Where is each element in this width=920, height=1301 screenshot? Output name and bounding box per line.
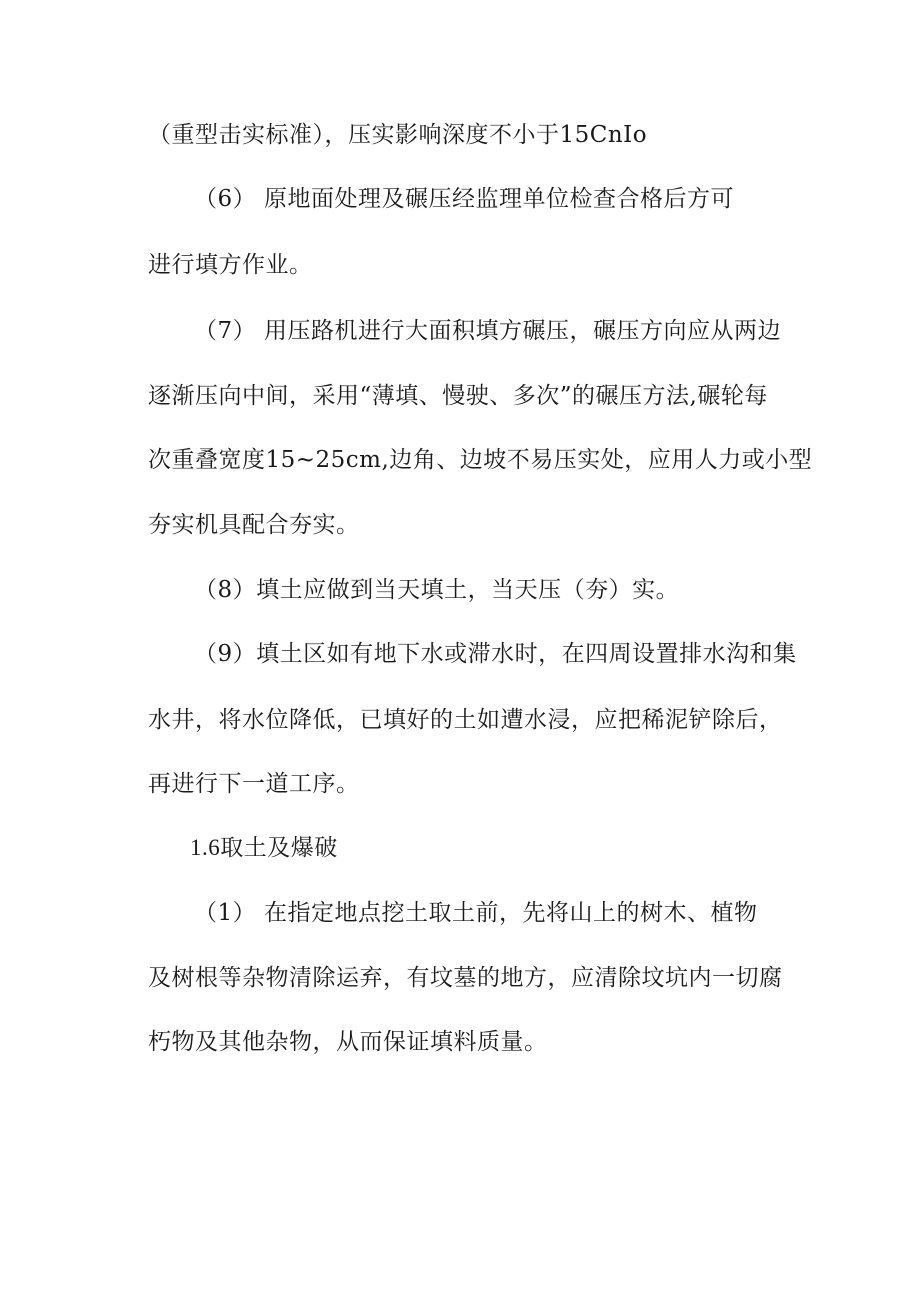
text-line-13: （1） 在指定地点挖土取土前，先将山上的树木、植物 bbox=[194, 900, 758, 926]
text-line-10: 水井，将水位降低，已填好的土如遭水浸，应把稀泥铲除后， bbox=[148, 707, 783, 733]
text-line-9: （9）填土区如有地下水或滞水时，在四周设置排水沟和集 bbox=[194, 641, 797, 667]
section-heading: 1.6取土及爆破 bbox=[190, 835, 338, 860]
text-line-1: （重型击实标准），压实影响深度不小于15CnIo bbox=[148, 122, 648, 148]
text-line-5: 逐渐压向中间，采用“薄填、慢驶、多次”的碾压方法,碾轮每 bbox=[148, 383, 768, 409]
text-line-14: 及树根等杂物清除运弃，有坟墓的地方，应清除坟坑内一切腐 bbox=[148, 965, 783, 991]
text-line-15: 朽物及其他杂物，从而保证填料质量。 bbox=[148, 1029, 548, 1055]
text-line-2: （6） 原地面处理及碾压经监理单位检查合格后方可 bbox=[194, 186, 734, 212]
text-line-4: （7） 用压路机进行大面积填方碾压，碾压方向应从两边 bbox=[194, 318, 781, 344]
text-line-6: 次重叠宽度15~25cm,边角、边坡不易压实处，应用人力或小型 bbox=[148, 447, 813, 473]
text-line-11: 再进行下一道工序。 bbox=[148, 771, 360, 797]
text-line-7: 夯实机具配合夯实。 bbox=[148, 512, 360, 538]
text-line-3: 进行填方作业。 bbox=[148, 252, 313, 278]
text-line-8: （8）填土应做到当天填土，当天压（夯）实。 bbox=[194, 577, 680, 603]
